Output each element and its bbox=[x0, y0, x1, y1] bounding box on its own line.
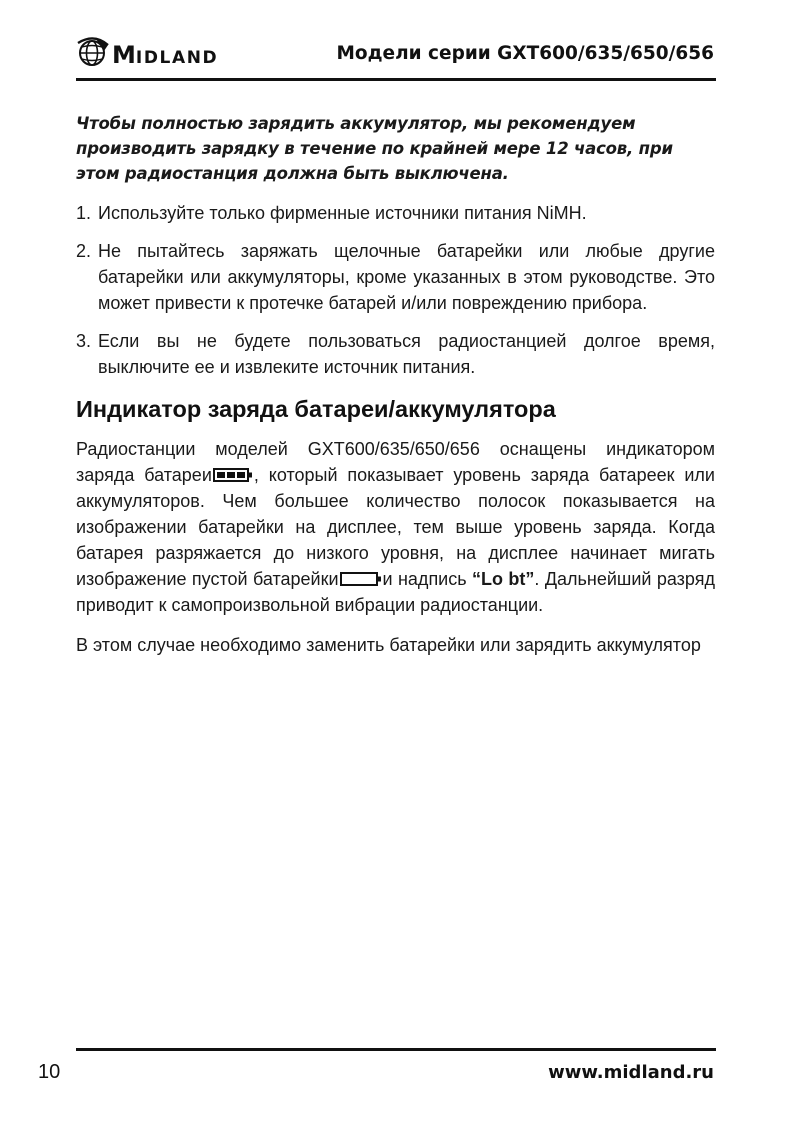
battery-indicator-paragraph: Радиостанции моделей GXT600/635/650/656 оснащены индикатором заряда батареи , который показывает уровень заряда батареек или аккумуляторов. Чем большее количество полосок показывается на изображении батарейки на дисплее, тем выше уровень заряда. Когда батарея разряжается до низкого уровня, на дисплее начинает мигать изображение пустой батарейки и надпись “Lo bt”. Дальнейший разряд приводит к самопроизвольной вибрации радиостанции. bbox=[76, 439, 715, 615]
charging-recommendation: Чтобы полностью зарядить аккумулятор, мы рекомендуем производить зарядку в течение по крайней мере 12 часов, при этом радиостанция должна быть выключена. bbox=[76, 114, 673, 183]
lo-bt-label: “Lo bt” bbox=[472, 569, 535, 589]
battery-full-icon bbox=[213, 467, 253, 483]
section-heading: Индикатор заряда батареи/аккумулятора bbox=[76, 396, 556, 422]
replacement-paragraph: В этом случае необходимо заменить батарейки или зарядить аккумулятор bbox=[76, 635, 701, 655]
globe-icon bbox=[76, 35, 110, 69]
midland-logo bbox=[76, 34, 218, 70]
footer-divider bbox=[76, 1048, 716, 1051]
list-item: 3. Если вы не будете пользоваться радиостанцией долгое время, выключите ее и извлеките источник питания. bbox=[76, 331, 715, 377]
battery-empty-icon bbox=[340, 571, 382, 587]
logo-text: MIDLAND bbox=[112, 41, 219, 69]
website-link[interactable]: www.midland.ru bbox=[548, 1062, 714, 1083]
header-divider bbox=[76, 78, 716, 81]
page-title: Модели серии GXT600/635/650/656 bbox=[336, 43, 714, 64]
page-content bbox=[76, 111, 715, 672]
page-number: 10 bbox=[38, 1061, 61, 1083]
list-item: 1. Используйте только фирменные источники питания NiMH. bbox=[76, 203, 587, 223]
precautions-list bbox=[76, 200, 715, 380]
page-header bbox=[76, 30, 716, 76]
list-item: 2. Не пытайтесь заряжать щелочные батарейки или любые другие батарейки или аккумуляторы, кроме указанных в этом руководстве. Это может привести к протечке батарей и/или повреждению прибора. bbox=[76, 241, 715, 313]
